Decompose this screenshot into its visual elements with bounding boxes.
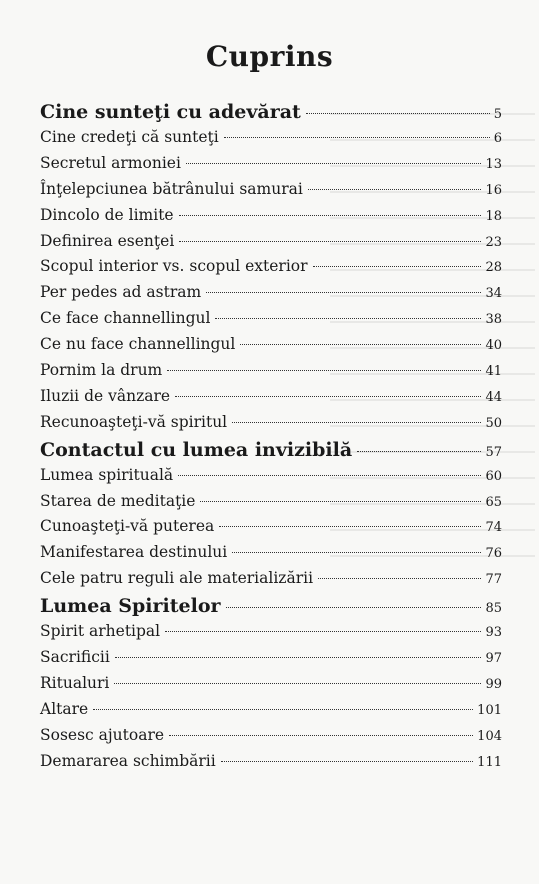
toc-entry bbox=[40, 257, 502, 283]
toc-entry bbox=[40, 466, 502, 492]
toc-entry-title: Spirit arhetipal bbox=[40, 622, 161, 641]
dot-leader bbox=[224, 137, 490, 138]
toc-page-number: 60 bbox=[485, 468, 502, 484]
toc-entry-title: Secretul armoniei bbox=[40, 153, 181, 172]
dot-leader bbox=[200, 501, 481, 502]
toc-page-number: 41 bbox=[485, 364, 502, 380]
toc-page-number: 65 bbox=[485, 494, 502, 510]
toc-entry-title: Scopul interior vs. scopul exterior bbox=[40, 257, 308, 276]
toc-entry bbox=[40, 180, 502, 206]
dot-leader bbox=[232, 422, 481, 423]
toc-entry bbox=[40, 128, 502, 154]
toc-page-number: 74 bbox=[485, 520, 502, 536]
toc-page-number: 111 bbox=[477, 754, 502, 770]
toc-entry bbox=[40, 387, 502, 413]
dot-leader bbox=[219, 526, 481, 527]
toc-entry bbox=[40, 543, 502, 569]
toc-entry bbox=[40, 569, 502, 595]
toc-page-number: 104 bbox=[477, 728, 502, 744]
toc-page-number: 6 bbox=[493, 131, 502, 146]
toc-page-number: 57 bbox=[485, 444, 502, 460]
toc-page-number: 13 bbox=[485, 156, 502, 172]
toc-entry-title: Lumea Spiritelor bbox=[40, 595, 221, 618]
toc-page-number: 50 bbox=[485, 415, 502, 431]
toc-entry-title: Recunoaşteţi-vă spiritul bbox=[40, 412, 228, 431]
dot-leader bbox=[226, 607, 482, 608]
toc-entry-title: Iluzii de vânzare bbox=[40, 386, 171, 405]
toc-entry bbox=[40, 232, 502, 258]
toc-section-heading bbox=[40, 439, 502, 466]
dot-leader bbox=[206, 292, 481, 293]
dot-leader bbox=[318, 578, 481, 579]
toc-section-heading bbox=[40, 595, 502, 622]
toc-entry bbox=[40, 361, 502, 387]
dot-leader bbox=[165, 631, 481, 632]
toc-entry bbox=[40, 413, 502, 439]
dot-leader bbox=[169, 735, 473, 736]
dot-leader bbox=[167, 370, 481, 371]
toc-entry-title: Înţelepciunea bătrânului samurai bbox=[40, 179, 303, 198]
toc-entry-title: Pornim la drum bbox=[40, 361, 163, 380]
toc-page-number: 16 bbox=[485, 182, 502, 198]
toc-entry bbox=[40, 335, 502, 361]
page-title: Cuprins bbox=[205, 40, 334, 73]
toc-entry-title: Ce nu face channellingul bbox=[40, 335, 236, 354]
toc-page-number: 77 bbox=[485, 572, 502, 588]
toc-entry bbox=[40, 309, 502, 335]
toc-entry bbox=[40, 674, 502, 700]
toc-entry-title: Contactul cu lumea invizibilă bbox=[40, 438, 353, 461]
table-of-contents bbox=[40, 101, 502, 777]
toc-page-number: 97 bbox=[485, 651, 502, 667]
dot-leader bbox=[179, 241, 481, 242]
toc-entry-title: Ce face channellingul bbox=[40, 309, 211, 328]
toc-entry-title: Dincolo de limite bbox=[40, 205, 174, 224]
dot-leader bbox=[308, 189, 482, 190]
toc-entry-title: Sosesc ajutoare bbox=[40, 725, 165, 744]
toc-section-heading bbox=[40, 101, 502, 128]
toc-page-number: 93 bbox=[485, 625, 502, 641]
toc-entry-title: Demararea schimbării bbox=[40, 751, 216, 770]
toc-entry-title: Cine credeţi că sunteţi bbox=[40, 128, 219, 146]
toc-entry-title: Definirea esenţei bbox=[40, 231, 175, 250]
toc-entry-title: Lumea spirituală bbox=[40, 465, 174, 484]
toc-entry bbox=[40, 622, 502, 648]
toc-page-number: 85 bbox=[485, 601, 502, 617]
toc-entry bbox=[40, 648, 502, 674]
dot-leader bbox=[357, 451, 481, 452]
toc-entry bbox=[40, 283, 502, 309]
toc-page-number: 76 bbox=[485, 546, 502, 562]
toc-entry-title: Ritualuri bbox=[40, 673, 110, 692]
toc-entry bbox=[40, 154, 502, 180]
toc-entry bbox=[40, 726, 502, 752]
toc-entry-title: Sacrificii bbox=[40, 648, 110, 667]
toc-page-number: 28 bbox=[485, 260, 502, 276]
toc-entry bbox=[40, 752, 502, 778]
dot-leader bbox=[178, 475, 481, 476]
toc-entry-title: Cele patru reguli ale materializării bbox=[40, 569, 314, 588]
toc-entry-title: Manifestarea destinului bbox=[40, 543, 228, 562]
dot-leader bbox=[306, 113, 490, 114]
dot-leader bbox=[313, 266, 482, 267]
dot-leader bbox=[232, 552, 481, 553]
toc-entry-title: Cine sunteţi cu adevărat bbox=[40, 101, 301, 123]
dot-leader bbox=[114, 683, 481, 684]
dot-leader bbox=[179, 215, 482, 216]
dot-leader bbox=[175, 396, 481, 397]
toc-entry bbox=[40, 700, 502, 726]
toc-entry-title: Altare bbox=[40, 699, 89, 718]
toc-entry bbox=[40, 492, 502, 518]
dot-leader bbox=[186, 163, 482, 164]
toc-page-number: 34 bbox=[485, 286, 502, 302]
toc-page-number: 23 bbox=[485, 234, 502, 250]
toc-entry-title: Cunoaşteţi-vă puterea bbox=[40, 517, 215, 536]
dot-leader bbox=[115, 657, 482, 658]
toc-page-number: 99 bbox=[485, 676, 502, 692]
toc-page-number: 38 bbox=[485, 312, 502, 328]
toc-page-number: 44 bbox=[485, 389, 502, 405]
toc-entry bbox=[40, 206, 502, 232]
toc-page-number: 101 bbox=[477, 702, 502, 718]
dot-leader bbox=[240, 344, 481, 345]
dot-leader bbox=[215, 318, 481, 319]
toc-entry-title: Per pedes ad astram bbox=[40, 283, 202, 302]
toc-entry-title: Starea de meditaţie bbox=[40, 491, 196, 510]
toc-page-number: 5 bbox=[493, 107, 502, 122]
dot-leader bbox=[221, 761, 473, 762]
toc-page-number: 18 bbox=[485, 208, 502, 224]
toc-page-number: 40 bbox=[485, 338, 502, 354]
dot-leader bbox=[93, 709, 473, 710]
toc-entry bbox=[40, 517, 502, 543]
